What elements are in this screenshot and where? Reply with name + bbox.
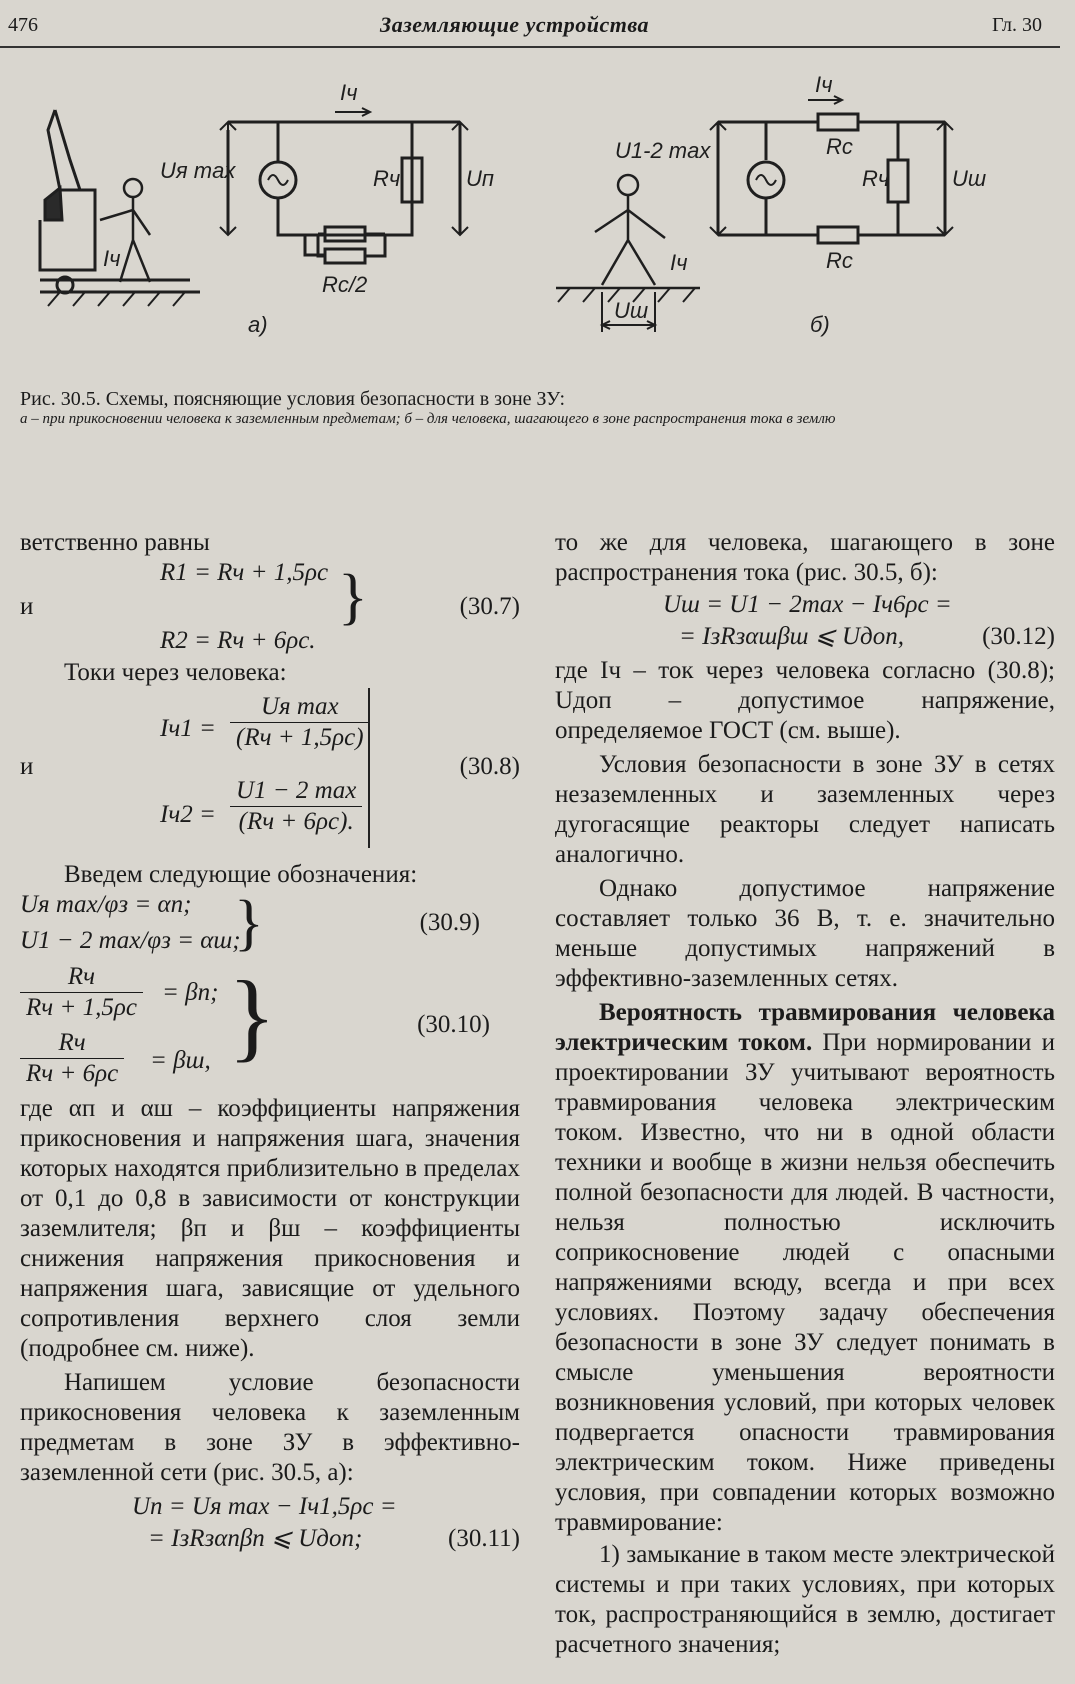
- notation-heading: Введем следующие обозначения:: [64, 861, 418, 888]
- a-voltage-max-label: Uя max: [160, 158, 236, 183]
- running-header: [0, 0, 1060, 48]
- page-number: 476: [8, 14, 38, 36]
- equation-30-8: [20, 688, 520, 860]
- a-person-current-label: Iч: [103, 246, 121, 271]
- eq-30-10-b-den: Rч + 6ρс: [26, 1060, 119, 1087]
- eq-30-9-b: U1 − 2 max/φз = αш;: [20, 927, 241, 954]
- eq-30-8-i1-frac: [230, 692, 370, 753]
- chapter-label: Гл. 30: [991, 14, 1042, 36]
- panel-a-machine-illustration: [40, 110, 200, 306]
- b-resistance-top-label: Rс: [826, 134, 853, 159]
- equation-30-11: [20, 1492, 520, 1556]
- eq-30-8-i2-lhs: Iч2 =: [160, 801, 216, 828]
- panel-b-label: б): [810, 312, 830, 337]
- bracket-30-8: [368, 688, 370, 848]
- panel-a-label: a): [248, 312, 268, 337]
- eq-30-8-i2-num: U1 − 2 max: [230, 776, 362, 807]
- eq-30-9-tag: (30.9): [419, 909, 480, 936]
- equation-30-9: [20, 890, 520, 962]
- eq-30-11-tag: (30.11): [448, 1525, 520, 1552]
- eq-30-7-and: и: [20, 593, 34, 620]
- eq-30-9-a: Uя max/φз = αп;: [20, 891, 192, 918]
- b-step-label: Uш: [614, 298, 649, 323]
- b-current-label: Iч: [815, 72, 833, 97]
- eq-30-8-i2-frac: [230, 776, 362, 837]
- probability-heading: Вероятность травмирования человека электрическим током.: [555, 999, 1055, 1056]
- para-coefficients: где αп и αш – коэффициенты напряжения прикосновения и напряжения шага, значения которых находятся приблизительно в пределах от 0,1 до 0,8 в зависимости от конструкции заземлителя; βп и βш – коэффициенты снижения напряжения прикосновения и напряжения шага, зависящие от удельного сопротивления верхнего слоя земли (подробнее см. ниже).: [20, 1095, 520, 1362]
- eq-30-8-tag: (30.8): [459, 753, 520, 780]
- eq-30-8-and: и: [20, 753, 34, 780]
- figure-30-5: [0, 70, 1060, 370]
- para-probability: [555, 998, 1055, 1538]
- b-resistance-person-label: Rч: [862, 166, 890, 191]
- para-where: где Iч – ток через человека согласно (30.8); Uдоп – допустимое напряжение, определяемое ГОСТ (см. выше).: [555, 657, 1055, 744]
- eq-30-8-i2-den: (Rч + 6ρс).: [238, 808, 354, 835]
- left-line1: ветственно равны: [20, 529, 210, 556]
- eq-30-7-r2: R2 = Rч + 6ρс.: [160, 627, 316, 654]
- eq-30-11-line2: = IзRзαпβп ⩽ Uдоп;: [148, 1525, 363, 1552]
- panel-b-circuit: [710, 96, 953, 243]
- eq-30-10-a-num: Rч: [20, 962, 143, 993]
- panel-a-circuit: [220, 108, 468, 263]
- eq-30-10-b-frac: [20, 1028, 124, 1089]
- eq-30-10-a-den: Rч + 1,5ρс: [26, 994, 137, 1021]
- para-same-walking: то же для человека, шагающего в зоне распространения тока (рис. 30.5, б):: [555, 529, 1055, 586]
- equation-30-12: [555, 590, 1055, 656]
- a-current-label: Iч: [340, 80, 358, 105]
- eq-30-10-a-rhs: = βп;: [162, 979, 219, 1006]
- right-column: [555, 528, 1055, 1660]
- para-item-1: 1) замыкание в таком месте электрической системы и при таких условиях, при которых ток, распространяющийся в землю, достигает расчетного значения;: [555, 1541, 1055, 1658]
- b-person-current-label: Iч: [670, 250, 688, 275]
- currents-heading: Токи через человека:: [64, 659, 287, 686]
- probability-text: При нормировании и проектировании ЗУ учитывают вероятность травмирования человека электрическим током. Известно, что ни в одной области техники и вообще в жизни нельзя обеспечить полной безопасности для людей. В частности, нельзя полностью исключить соприкосновение людей с опасными напряжениями всюду, всегда и при всех условиях. Поэтому задачу обеспечения безопасности в зоне ЗУ следует понимать в смысле уменьшения вероятности возникновения условий, при которых человек подвергается опасности травмирования электрическим током. Ниже приведены условия, при совпадении которых возможно травмирование:: [555, 1029, 1055, 1536]
- eq-30-7-tag: (30.7): [459, 593, 520, 620]
- eq-30-10-b-rhs: = βш,: [150, 1047, 211, 1074]
- a-touch-voltage-label: Uп: [466, 166, 494, 191]
- caption-title: Рис. 30.5. Схемы, поясняющие условия безопасности в зоне ЗУ:: [20, 388, 566, 410]
- brace-30-10: }: [228, 960, 276, 1071]
- left-column: [20, 528, 520, 1556]
- eq-30-8-i1-lhs: Iч1 =: [160, 715, 216, 742]
- eq-30-11-line1: Uп = Uя max − Iч1,5ρс =: [132, 1493, 397, 1520]
- brace-30-7: }: [338, 563, 368, 631]
- equation-30-7: [20, 558, 520, 658]
- running-title: Заземляющие устройства: [380, 12, 650, 37]
- b-voltage-max-label: U1-2 max: [615, 138, 711, 163]
- eq-30-12-line2: = IзRзαшβш ⩽ Uдоп,: [679, 623, 904, 650]
- para-conditions: Условия безопасности в зоне ЗУ в сетях незаземленных и заземленных через дугогасящие реакторы следует написать аналогично.: [555, 751, 1055, 868]
- eq-30-7-r1: R1 = Rч + 1,5ρс: [160, 559, 329, 586]
- figure-caption: [20, 388, 1060, 429]
- a-resistance-person-label: Rч: [373, 166, 401, 191]
- eq-30-8-i1-num: Uя max: [230, 692, 370, 723]
- a-half-resistance-label: Rс/2: [322, 272, 368, 297]
- b-resistance-bottom-label: Rс: [826, 248, 853, 273]
- eq-30-8-i1-den: (Rч + 1,5ρс): [236, 724, 364, 751]
- eq-30-10-a-frac: [20, 962, 143, 1023]
- para-however: Однако допустимое напряжение составляет только 36 В, т. е. значительно меньше допустимых напряжений в эффективно-заземленных сетях.: [555, 875, 1055, 992]
- caption-subtitle: а – при прикосновении человека к заземленным предметам; б – для человека, шагающего в зоне распространения тока в землю: [20, 411, 836, 427]
- eq-30-12-line1: Uш = U1 − 2max − Iч6ρс =: [663, 591, 952, 618]
- eq-30-10-tag: (30.10): [417, 1011, 490, 1038]
- para-write-condition: Напишем условие безопасности прикосновения человека к заземленным предметам в зоне ЗУ в эффективно-заземленной сети (рис. 30.5, а):: [20, 1369, 520, 1486]
- equation-30-10: [20, 962, 520, 1094]
- brace-30-9: }: [234, 889, 264, 957]
- b-step-voltage-label: Uш: [952, 166, 987, 191]
- eq-30-12-tag: (30.12): [982, 623, 1055, 650]
- eq-30-10-b-num: Rч: [20, 1028, 124, 1059]
